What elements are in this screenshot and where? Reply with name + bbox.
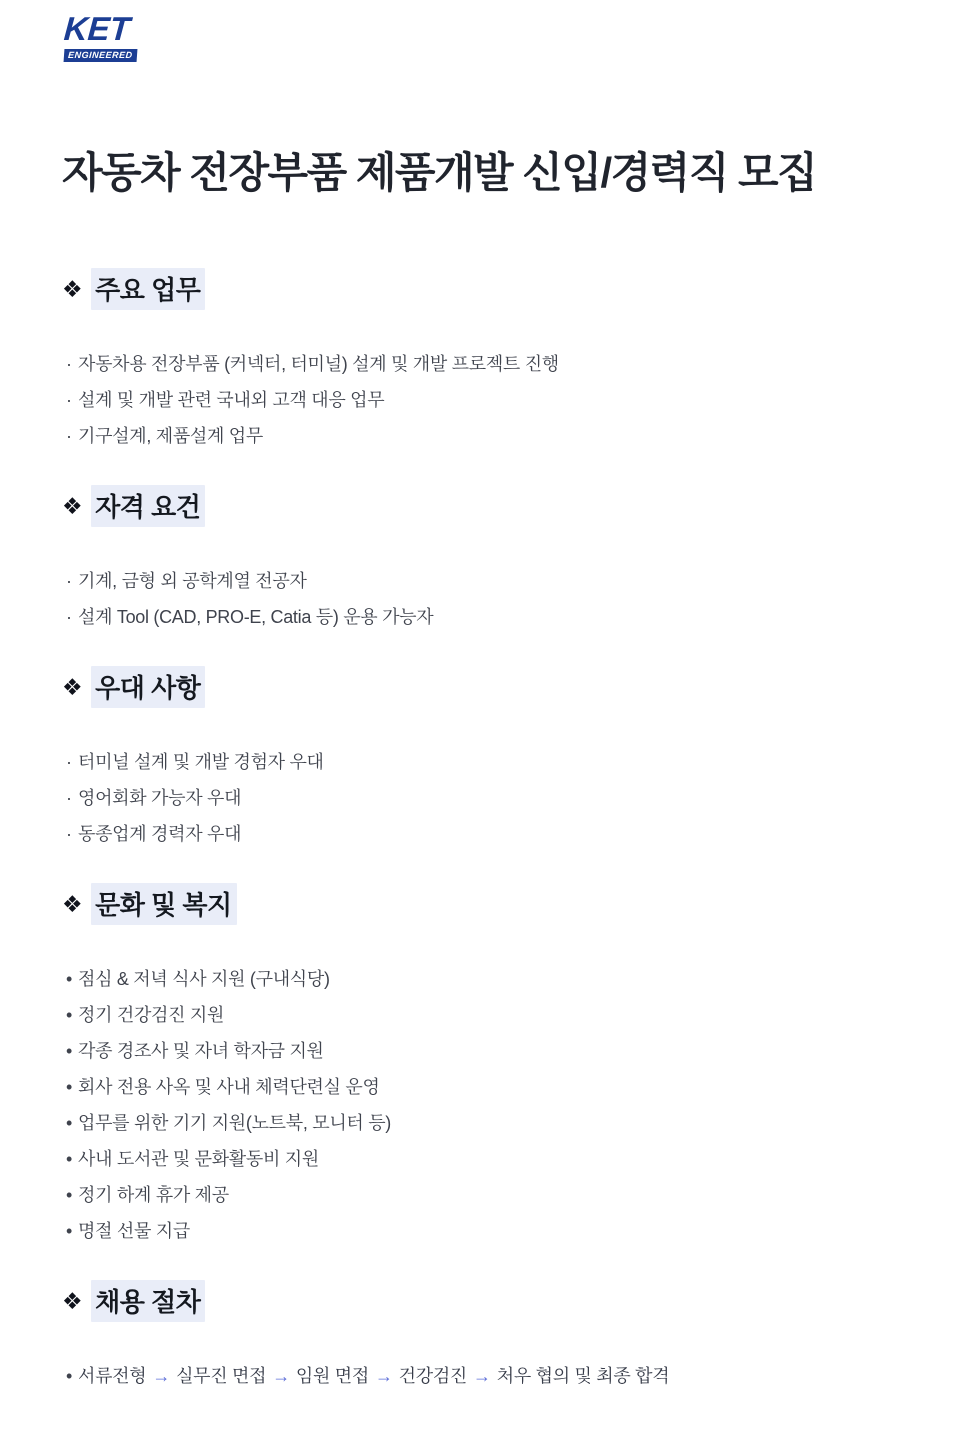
- bullet-glyph: ·: [66, 788, 72, 808]
- process-step: 건강검진: [398, 1366, 468, 1386]
- bullet-glyph: •: [66, 1113, 73, 1133]
- list-item-text: 각종 경조사 및 자녀 학자금 지원: [78, 1041, 324, 1061]
- list-item: [66, 961, 901, 997]
- bullet-glyph: •: [66, 1005, 73, 1025]
- list-item-text: 점심 & 저녁 식사 지원 (구내식당): [78, 969, 330, 989]
- list-item: [66, 1105, 901, 1141]
- list-item-text: 영어회화 가능자 우대: [78, 788, 242, 808]
- bullet-glyph: ·: [66, 354, 72, 374]
- section-title-text: 자격 요건: [91, 485, 205, 527]
- bullet-glyph: ·: [66, 390, 72, 410]
- bullet-glyph: ·: [66, 607, 72, 627]
- hiring-process-list: [62, 1358, 901, 1394]
- logo-ket-wordmark: KET: [62, 10, 132, 47]
- bullet-glyph: ·: [66, 571, 72, 591]
- section-title-text: 우대 사항: [91, 666, 205, 708]
- arrow-icon: →: [272, 1366, 290, 1386]
- list-item-text: 자동차용 전장부품 (커넥터, 터미널) 설계 및 개발 프로젝트 진행: [78, 354, 559, 374]
- list-item: [66, 1177, 901, 1213]
- preferred-list: [62, 744, 901, 852]
- section-heading-hiring-process: [62, 1284, 901, 1318]
- arrow-icon: →: [374, 1366, 393, 1386]
- section-culture-benefits: [62, 887, 901, 1249]
- list-item: [66, 1213, 901, 1249]
- list-item-text: 터미널 설계 및 개발 경험자 우대: [78, 752, 324, 772]
- section-title-text: 주요 업무: [91, 268, 205, 310]
- bullet-glyph: •: [66, 1185, 73, 1205]
- list-item: [66, 780, 901, 816]
- diamond-icon: ❖: [62, 493, 83, 519]
- arrow-icon: →: [473, 1366, 491, 1386]
- list-item-text: 동종업계 경력자 우대: [78, 824, 242, 844]
- list-item-text: 정기 건강검진 지원: [78, 1005, 225, 1025]
- list-item: [66, 1069, 901, 1105]
- bullet-glyph: •: [66, 1077, 73, 1097]
- list-item-text: 회사 전용 사옥 및 사내 체력단련실 운영: [78, 1077, 380, 1097]
- process-step: 실무진 면접: [176, 1366, 267, 1386]
- list-item-text: 명절 선물 지급: [78, 1221, 190, 1241]
- section-heading-culture-benefits: [62, 887, 901, 921]
- list-item-text: 설계 Tool (CAD, PRO-E, Catia 등) 운용 가능자: [78, 607, 434, 627]
- bullet-glyph: •: [66, 1149, 73, 1169]
- diamond-icon: ❖: [62, 891, 83, 917]
- bullet-glyph: •: [66, 1041, 73, 1061]
- bullet-glyph: •: [66, 969, 73, 989]
- diamond-icon: ❖: [62, 276, 83, 302]
- bullet-glyph: •: [66, 1221, 73, 1241]
- list-item-text: 설계 및 개발 관련 국내외 고객 대응 업무: [78, 390, 385, 410]
- section-preferred: [62, 670, 901, 852]
- list-item: [66, 599, 901, 635]
- section-title-text: 채용 절차: [91, 1280, 205, 1322]
- process-step: 서류전형: [78, 1366, 147, 1386]
- list-item-text: 정기 하계 휴가 제공: [78, 1185, 229, 1205]
- list-item: [66, 418, 901, 454]
- section-hiring-process: [62, 1284, 901, 1394]
- main-duties-list: [62, 346, 901, 454]
- page-title: 자동차 전장부품 제품개발 신입/경력직 모집: [62, 149, 817, 196]
- list-item: [66, 1033, 901, 1069]
- section-heading-main-duties: [62, 272, 901, 306]
- section-main-duties: [62, 272, 901, 454]
- list-item: [66, 563, 901, 599]
- list-item: [66, 997, 901, 1033]
- diamond-icon: ❖: [62, 1288, 83, 1314]
- list-item-text: 기계, 금형 외 공학계열 전공자: [78, 571, 307, 591]
- diamond-icon: ❖: [62, 674, 83, 700]
- section-title-text: 문화 및 복지: [91, 883, 237, 925]
- section-heading-preferred: [62, 670, 901, 704]
- list-item: [66, 382, 901, 418]
- bullet-glyph: ·: [66, 752, 72, 772]
- list-item-text: 기구설계, 제품설계 업무: [78, 426, 263, 446]
- process-step: 처우 협의 및 최종 합격: [496, 1366, 670, 1386]
- process-line: [66, 1358, 901, 1394]
- list-item-text: 사내 도서관 및 문화활동비 지원: [78, 1149, 319, 1169]
- list-item: [66, 1141, 901, 1177]
- list-item: [66, 346, 901, 382]
- list-item-text: 업무를 위한 기기 지원(노트북, 모니터 등): [78, 1113, 392, 1133]
- process-step: 임원 면접: [295, 1366, 369, 1386]
- section-qualifications: [62, 489, 901, 635]
- qualifications-list: [62, 563, 901, 635]
- bullet-glyph: ·: [66, 426, 72, 446]
- section-heading-qualifications: [62, 489, 901, 523]
- arrow-icon: →: [152, 1366, 171, 1386]
- list-item: [66, 744, 901, 780]
- list-item: [66, 816, 901, 852]
- bullet-glyph: ·: [66, 824, 72, 844]
- company-logo: [64, 12, 137, 63]
- logo-engineered-badge: ENGINEERED: [64, 49, 137, 62]
- culture-benefits-list: [62, 961, 901, 1249]
- bullet-glyph: •: [66, 1366, 73, 1386]
